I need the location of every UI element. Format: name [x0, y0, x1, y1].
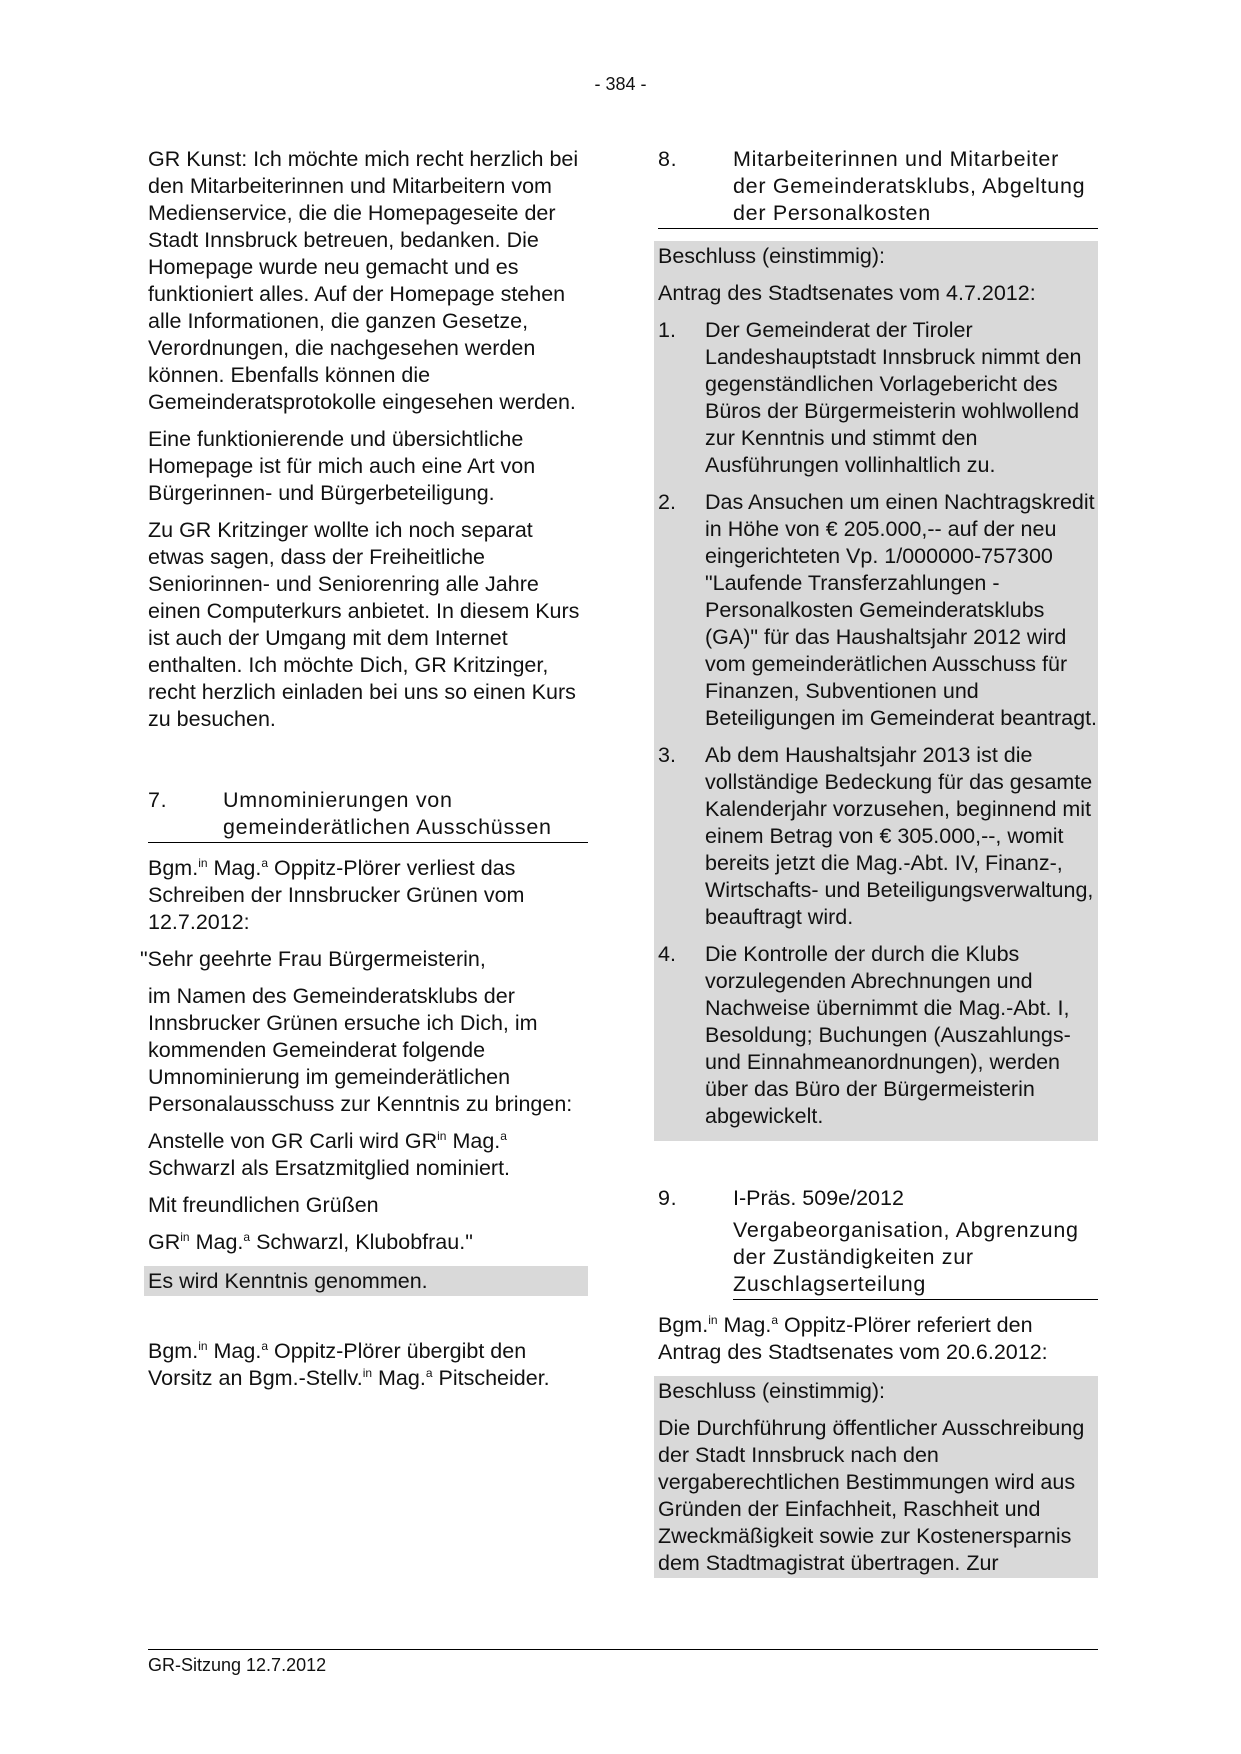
paragraph-gr-kunst: GR Kunst: Ich möchte mich recht herzlich bei den Mitarbeiterinnen und Mitarbeitern vom Medienservice, die die Homepageseite der Stadt Innsbruck betreuen, bedanken. Die Homepage wurde neu gemacht und es funktioniert alles. Auf der Homepage stehen alle Informationen, die ganzen Gesetze, Verordnungen, die nachgesehen werden können. Ebenfalls können die Gemeinderatsprotokolle eingesehen werden. — [148, 147, 579, 414]
antrag-label: Antrag des Stadtsenates vom 4.7.2012: — [658, 281, 1036, 305]
right-column — [658, 146, 1098, 1578]
agenda-item-title: Mitarbeiterinnen und Mitarbeiter der Gemeinderatsklubs, Abgeltung der Personalkosten — [733, 147, 1086, 225]
paragraph-kritzinger: Zu GR Kritzinger wollte ich noch separat etwas sagen, dass der Freiheitliche Seniorinnen- und Seniorenring alle Jahre einen Computerkurs anbietet. In diesem Kurs ist auch der Umgang mit dem Internet enthalten. Ich möchte Dich, GR Kritzinger, recht herzlich einladen bei uns so einen Kurs zu besuchen. — [148, 518, 580, 731]
paragraph-salutation: "Sehr geehrte Frau Bürgermeisterin, — [140, 947, 486, 971]
beschluss-box-9 — [654, 1376, 1098, 1578]
decision-list — [658, 317, 1098, 1140]
agenda-item-8-heading — [658, 146, 1098, 229]
paragraph-signature: $GR^{in}$ Mag.$^a$ Schwarzl, Klubobfrau." — [148, 1230, 473, 1254]
agenda-item-9-title: Vergabeorganisation, Abgrenzung der Zuständigkeiten zur Zuschlagserteilung — [733, 1217, 1098, 1300]
page-number: - 384 - — [594, 74, 647, 94]
decision-item: 2. Das Ansuchen um einen Nachtragskredit in Höhe von € 205.000,-- auf der neu eingerichteten Vp. 1/000000-757300 "Laufende Transferzahlungen - Personalkosten Gemeinderatsklubs (GA)" für das Haushaltsjahr 2012 wird vom gemeinderätlichen Ausschuss für Finanzen, Subventionen und Beteiligungen im Gemeinderat beantragt. — [658, 490, 1098, 730]
beschluss-label: Beschluss (einstimmig): — [658, 1379, 885, 1403]
beschluss-label: Beschluss (einstimmig): — [658, 244, 885, 268]
page-footer: GR-Sitzung 12.7.2012 — [148, 1649, 1098, 1676]
kenntnis-text: Es wird Kenntnis genommen. — [148, 1269, 428, 1293]
agenda-item-number: 9. — [658, 1186, 678, 1210]
agenda-item-reference: I-Präs. 509e/2012 — [733, 1186, 904, 1210]
paragraph-referiert: Bgm.$^{in}$ Mag.$^a$ Oppitz-Plörer referiert den Antrag des Stadtsenates vom 20.6.2012: — [658, 1313, 1048, 1364]
decision-item: 3. Ab dem Haushaltsjahr 2013 ist die vollständige Bedeckung für das gesamte Kalenderjahr vorzusehen, beginnend mit einem Betrag von € 305.000,--, womit bereits jetzt die Mag.-Abt. IV, Finanz-, Wirtschafts- und Beteiligungsverwaltung, beauftragt wird. — [658, 743, 1094, 929]
agenda-item-title: Umnominierungen von gemeinderätlichen Ausschüssen — [223, 788, 552, 839]
paragraph-vorsitz: Bgm.$^{in}$ Mag.$^a$ Oppitz-Plörer übergibt den Vorsitz an Bgm.-Stellv.$^{in}$ Mag.$^a$ Pitscheider. — [148, 1339, 550, 1390]
paragraph-verliest: Bgm.$^{in}$ Mag.$^a$ Oppitz-Plörer verliest das Schreiben der Innsbrucker Grünen vom 12.7.2012: — [148, 856, 525, 934]
agenda-item-9-heading — [658, 1185, 1098, 1213]
decision-item: 1. Der Gemeinderat der Tiroler Landeshauptstadt Innsbruck nimmt den gegenständlichen Vorlagebericht des Büros der Bürgermeisterin wohlwollend zur Kenntnis und stimmt den Ausführungen vollinhaltlich zu. — [658, 318, 1082, 477]
paragraph-letter-body: im Namen des Gemeinderatsklubs der Innsbrucker Grünen ersuche ich Dich, im kommenden Gemeinderat folgende Umnominierung im gemeinderätlichen Personalausschuss zur Kenntnis zu bringen: — [148, 984, 573, 1116]
beschluss-box-8 — [654, 241, 1098, 1141]
paragraph-homepage: Eine funktionierende und übersichtliche Homepage ist für mich auch eine Art von Bürgerinnen- und Bürgerbeteiligung. — [148, 427, 536, 505]
kenntnis-box — [144, 1266, 588, 1296]
agenda-item-7-heading — [148, 787, 588, 843]
agenda-item-number: 7. — [148, 788, 168, 812]
paragraph-greeting: Mit freundlichen Grüßen — [148, 1193, 379, 1217]
agenda-item-number: 8. — [658, 147, 678, 171]
paragraph-anstelle: Anstelle von GR Carli wird $GR^{in}$ Mag.$^a$ Schwarzl als Ersatzmitglied nominiert. — [148, 1129, 511, 1180]
decision-item: 4. Die Kontrolle der durch die Klubs vorzulegenden Abrechnungen und Nachweise übernimmt die Mag.-Abt. I, Besoldung; Buchungen (Auszahlungs- und Einnahmeanordnungen), werden über das Büro der Bürgermeisterin abgewickelt. — [658, 942, 1071, 1128]
left-column — [140, 146, 588, 1402]
decision-text: Die Durchführung öffentlicher Ausschreibung der Stadt Innsbruck nach den vergaberechtlichen Bestimmungen wird aus Gründen der Einfachheit, Raschheit und Zweckmäßigkeit sowie zur Kostenersparnis dem Stadtmagistrat übertragen. Zur — [658, 1416, 1085, 1575]
